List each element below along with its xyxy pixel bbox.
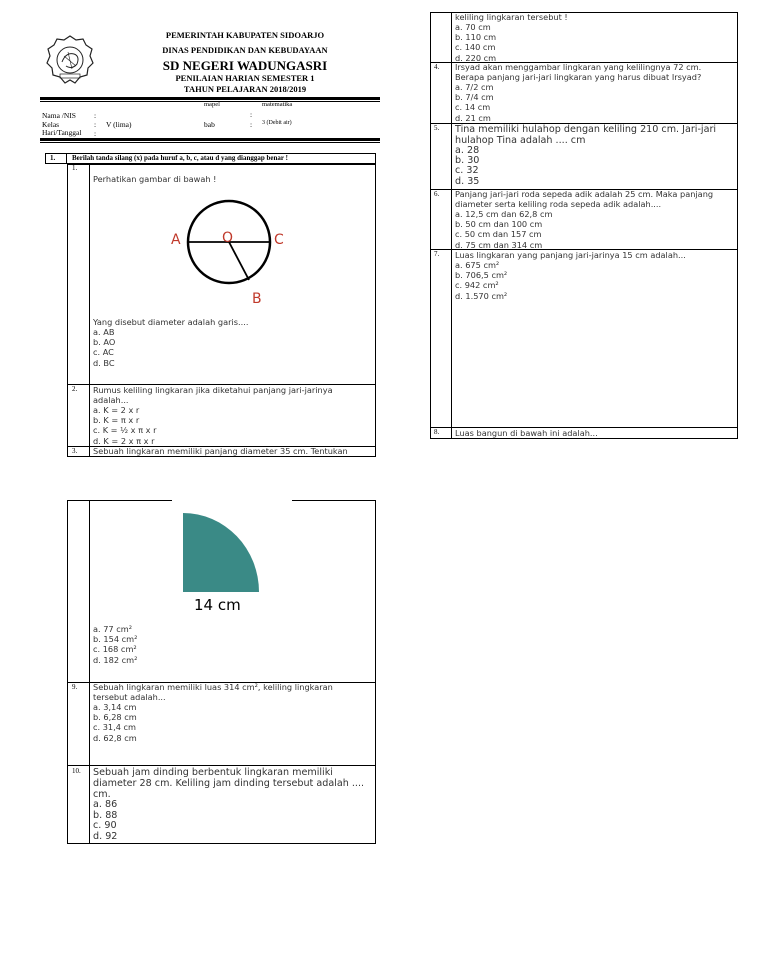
- q3-option-a[interactable]: a. 70 cm: [455, 22, 491, 32]
- q9-option-a[interactable]: a. 3,14 cm: [93, 702, 137, 712]
- q6-option-a[interactable]: a. 12,5 cm dan 62,8 cm: [455, 209, 553, 219]
- q7-option-c[interactable]: c. 942 cm²: [455, 280, 499, 291]
- q10-number: 10.: [72, 767, 81, 775]
- q1-number: 1.: [72, 164, 78, 172]
- q4-option-b[interactable]: b. 7/4 cm: [455, 92, 494, 103]
- q9-option-c[interactable]: c. 31,4 cm: [93, 722, 137, 733]
- q8-option-c[interactable]: c. 168 cm²: [93, 644, 137, 655]
- q10-option-c[interactable]: c. 90: [93, 820, 117, 831]
- q2-option-a[interactable]: a. K = 2 x r: [93, 405, 140, 415]
- q7-options: [455, 260, 507, 301]
- q2-option-c[interactable]: c. K = ½ x π x r: [93, 425, 157, 436]
- q6-option-b[interactable]: b. 50 cm dan 100 cm: [455, 219, 543, 230]
- kelas-colon: :: [94, 120, 97, 129]
- q1-option-d[interactable]: d. BC: [93, 357, 115, 368]
- mapel-value: matematika: [262, 101, 293, 108]
- hari-label: Hari/Tanggal: [42, 128, 82, 137]
- q3-line1: Sebuah lingkaran memiliki panjang diameter 35 cm. Tentukan: [93, 446, 348, 456]
- q8-quarter-circle-shape: [183, 513, 259, 592]
- q9-option-d[interactable]: d. 62,8 cm: [93, 732, 137, 743]
- hari-colon: :: [94, 129, 97, 138]
- q10-option-b[interactable]: b. 88: [93, 809, 118, 821]
- q5-number: 5.: [434, 124, 440, 132]
- q1-intro: Perhatikan gambar di bawah !: [93, 174, 217, 184]
- q2-options: [93, 405, 156, 446]
- q3-option-d[interactable]: d. 220 cm: [455, 52, 497, 63]
- q1-label-c: C: [274, 232, 284, 248]
- header-government: PEMERINTAH KABUPATEN SIDOARJO: [165, 30, 325, 40]
- q7-number: 7.: [434, 250, 440, 258]
- q9-line1: Sebuah lingkaran memiliki luas 314 cm², keliling lingkaran: [93, 682, 333, 692]
- q8-line1: Luas bangun di bawah ini adalah...: [455, 428, 598, 438]
- mapel-colon: :: [250, 110, 253, 119]
- mapel-label: mapel: [204, 101, 220, 108]
- nama-colon: :: [94, 111, 97, 120]
- identity-divider-thick: [40, 138, 380, 141]
- q6-line1: Panjang jari-jari roda sepeda adik adalah 25 cm. Maka panjang: [455, 189, 714, 199]
- section-number: 1.: [50, 154, 56, 162]
- sidoarjo-emblem-icon: [46, 34, 94, 86]
- q10-line2: diameter 28 cm. Keliling jam dinding tersebut adalah ....: [93, 778, 365, 789]
- q8-number: 8.: [434, 428, 440, 436]
- q1-option-c[interactable]: c. AC: [93, 347, 114, 358]
- q9-number: 9.: [72, 683, 78, 691]
- kelas-value: V (lima): [106, 120, 132, 129]
- q4-option-d[interactable]: d. 21 cm: [455, 112, 491, 123]
- q10-option-a[interactable]: a. 86: [93, 799, 118, 810]
- q3-option-b[interactable]: b. 110 cm: [455, 32, 497, 43]
- q2-line1: Rumus keliling lingkaran jika diketahui panjang jari-jarinya: [93, 385, 333, 395]
- q4-number: 4.: [434, 63, 440, 71]
- q8-quarter-circle-figure: [182, 512, 260, 594]
- q3-number: 3.: [72, 447, 78, 455]
- q1-label-b: B: [252, 291, 262, 307]
- q2-option-b[interactable]: b. K = π x r: [93, 415, 140, 426]
- q8-options: [93, 624, 137, 665]
- q10-line3: cm.: [93, 789, 111, 800]
- header-school-year: TAHUN PELAJARAN 2018/2019: [183, 84, 307, 94]
- q8-option-a[interactable]: a. 77 cm²: [93, 624, 133, 634]
- q6-option-c[interactable]: c. 50 cm dan 157 cm: [455, 229, 542, 240]
- header-school-name: SD NEGERI WADUNGASRI: [162, 58, 328, 73]
- q1-option-a[interactable]: a. AB: [93, 327, 115, 337]
- q5-option-a[interactable]: a. 28: [455, 145, 480, 156]
- q7-line1: Luas lingkaran yang panjang jari-jarinya 15 cm adalah...: [455, 250, 686, 260]
- q4-options: [455, 82, 494, 123]
- bab-value: 3 (Debit air): [262, 120, 292, 126]
- q1-prompt: Yang disebut diameter adalah garis....: [93, 317, 249, 327]
- q3-option-c[interactable]: c. 140 cm: [455, 42, 496, 53]
- q4-option-c[interactable]: c. 14 cm: [455, 102, 491, 113]
- q4-option-a[interactable]: a. 7/2 cm: [455, 82, 494, 92]
- bab-label: bab: [204, 120, 215, 129]
- q2-option-d[interactable]: d. K = 2 x π x r: [93, 435, 155, 446]
- q10-options: [93, 800, 117, 842]
- q9-option-b[interactable]: b. 6,28 cm: [93, 712, 137, 723]
- q3-options: [455, 22, 496, 63]
- q8-figure-label: 14 cm: [194, 596, 241, 614]
- q3-line2: keliling lingkaran tersebut !: [455, 12, 568, 22]
- q5-line2: hulahop Tina adalah .... cm: [455, 135, 586, 146]
- q8-option-b[interactable]: b. 154 cm²: [93, 634, 138, 645]
- header-exam-title: PENILAIAN HARIAN SEMESTER 1: [175, 73, 315, 83]
- nama-label: Nama /NIS: [42, 111, 76, 120]
- q5-option-b[interactable]: b. 30: [455, 155, 480, 167]
- q2-line2: adalah...: [93, 395, 129, 405]
- q6-line2: diameter serta keliling roda sepeda adik adalah....: [455, 199, 662, 209]
- q5-options: [455, 146, 479, 187]
- q7-option-d[interactable]: d. 1.570 cm²: [455, 290, 508, 301]
- q2-number: 2.: [72, 385, 78, 393]
- q4-line2: Berapa panjang jari-jari lingkaran yang harus dibuat Irsyad?: [455, 72, 702, 82]
- q1-label-o: O: [222, 230, 234, 246]
- q7-option-b[interactable]: b. 706,5 cm²: [455, 270, 508, 281]
- q1-label-a: A: [171, 232, 181, 248]
- kelas-label: Kelas: [42, 120, 60, 129]
- header-divider-thick: [40, 97, 380, 100]
- q10-option-d[interactable]: d. 92: [93, 830, 118, 842]
- q7-option-a[interactable]: a. 675 cm²: [455, 260, 500, 270]
- q1-options: [93, 327, 115, 368]
- q6-option-d[interactable]: d. 75 cm dan 314 cm: [455, 239, 543, 250]
- q6-number: 6.: [434, 190, 440, 198]
- q6-options: [455, 209, 552, 250]
- q9-line2: tersebut adalah...: [93, 692, 166, 702]
- q1-circle-figure: [165, 198, 295, 308]
- q5-option-d[interactable]: d. 35: [455, 175, 480, 187]
- section-instruction: Berilah tanda silang (x) pada huruf a, b, c, atau d yang dianggap benar !: [72, 154, 288, 162]
- q9-options: [93, 702, 137, 743]
- header-department: DINAS PENDIDIKAN DAN KEBUDAYAAN: [162, 45, 328, 55]
- q10-line1: Sebuah jam dinding berbentuk lingkaran memiliki: [93, 767, 333, 778]
- identity-divider-thin: [40, 142, 380, 143]
- bab-colon: :: [250, 120, 253, 129]
- q4-line1: Irsyad akan menggambar lingkaran yang kelilingnya 72 cm.: [455, 62, 702, 72]
- q1-option-b[interactable]: b. AO: [93, 337, 116, 348]
- q5-line1: Tina memiliki hulahop dengan keliling 210 cm. Jari-jari: [455, 124, 717, 135]
- q5-option-c[interactable]: c. 32: [455, 165, 479, 177]
- q8-option-d[interactable]: d. 182 cm²: [93, 654, 138, 665]
